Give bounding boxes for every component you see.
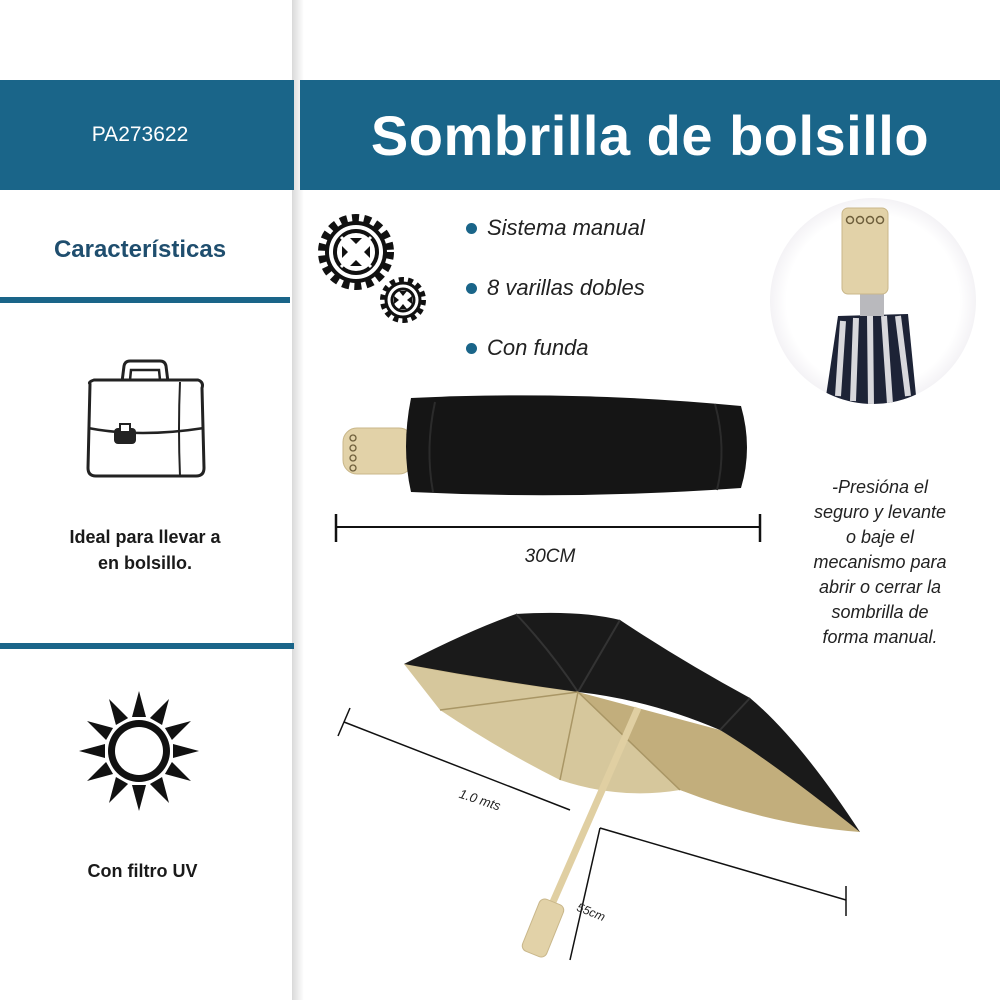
list-item <box>466 272 645 304</box>
feature-text: Con funda <box>487 335 589 360</box>
page-title: Sombrilla de bolsillo <box>370 103 930 167</box>
briefcase-icon <box>80 358 212 480</box>
handle-closeup-image <box>768 196 978 406</box>
diameter-dimension-line <box>334 700 584 820</box>
height-label: 55cm <box>574 900 608 924</box>
diameter-label: 1.0 mts <box>457 786 503 814</box>
section-divider-top <box>0 297 290 303</box>
list-item <box>466 332 645 364</box>
instructions-line: abrir o cerrar la <box>818 577 942 597</box>
height-dimension-line <box>560 820 860 970</box>
instructions-line: forma manual. <box>822 627 938 647</box>
feature-text: 8 varillas dobles <box>487 275 645 300</box>
feature-list <box>466 212 645 364</box>
instructions-line: -Presióna el <box>831 477 929 497</box>
sun-icon <box>76 688 202 814</box>
list-item <box>466 212 645 244</box>
instructions-line: seguro y levante <box>813 502 947 522</box>
length-dimension-line <box>332 510 764 546</box>
instructions-line: sombrilla de <box>831 602 929 622</box>
feature-text: Sistema manual <box>487 215 645 240</box>
gears-icon <box>312 210 432 330</box>
features-heading: Características <box>53 236 227 263</box>
instructions-line: o baje el <box>845 527 915 547</box>
bullet-dot <box>466 343 477 354</box>
bag-caption <box>20 524 270 576</box>
instructions-line: mecanismo para <box>813 552 947 572</box>
product-code: PA273622 <box>91 123 189 146</box>
bullet-dot <box>466 283 477 294</box>
section-divider-bottom <box>0 643 294 649</box>
bag-caption-line2: en bolsillo. <box>97 553 192 573</box>
bullet-dot <box>466 223 477 234</box>
uv-caption: Con filtro UV <box>87 861 198 881</box>
length-label: 30CM <box>524 546 576 567</box>
closed-umbrella-image <box>335 388 775 498</box>
bag-caption-line1: Ideal para llevar a <box>69 527 221 547</box>
